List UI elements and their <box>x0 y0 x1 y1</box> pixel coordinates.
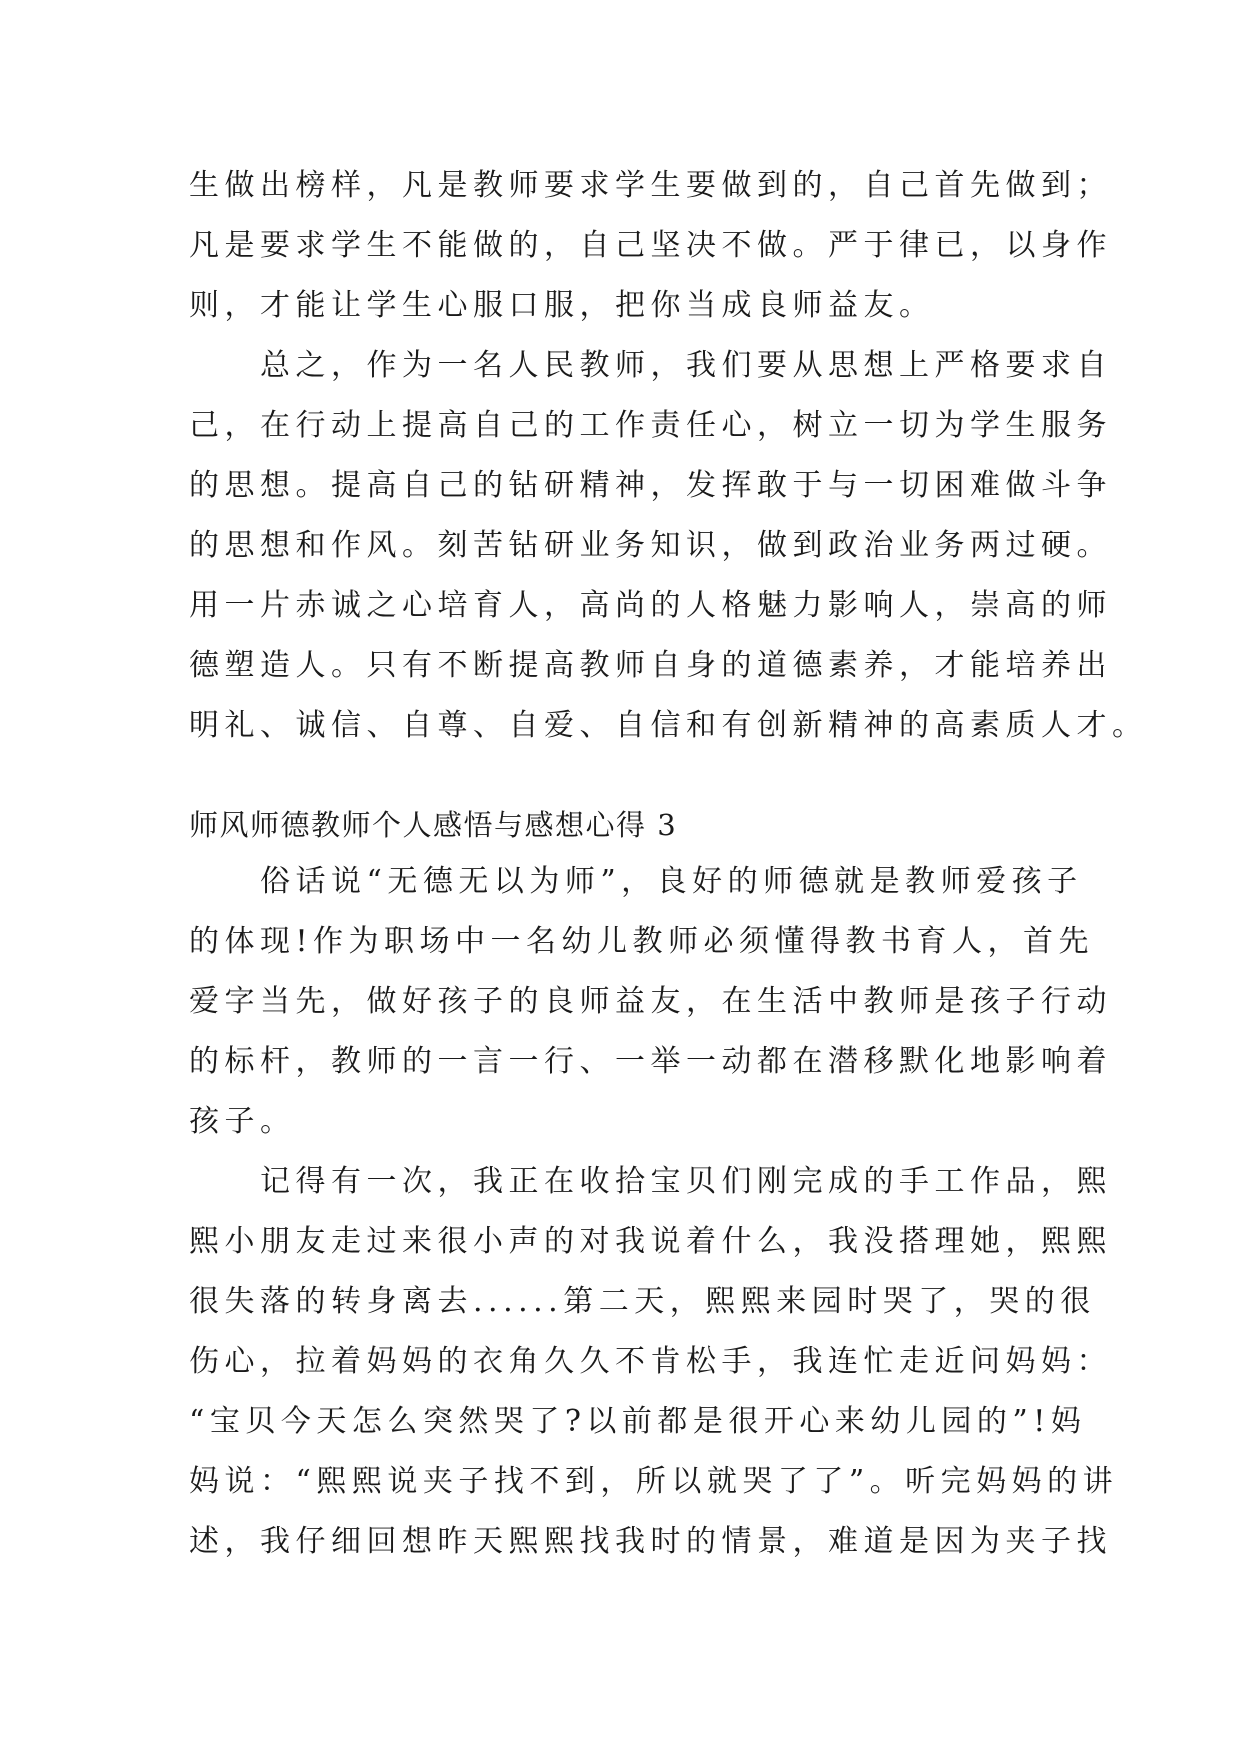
text-line: 凡是要求学生不能做的，自己坚决不做。严于律已，以身作 <box>189 228 1112 263</box>
text-line: 孩子。 <box>189 1104 296 1139</box>
text-line: 爱字当先，做好孩子的良师益友，在生活中教师是孩子行动 <box>189 984 1112 1019</box>
text-line: “宝贝今天怎么突然哭了?以前都是很开心来幼儿园的”!妈 <box>189 1404 1087 1439</box>
text-line: 妈说：“熙熙说夹子找不到，所以就哭了了”。听完妈妈的讲 <box>189 1464 1119 1499</box>
text-line: 的标杆，教师的一言一行、一举一动都在潜移默化地影响着 <box>189 1044 1112 1079</box>
body-text-section-2 <box>189 852 1119 1572</box>
section-heading: 师风师德教师个人感悟与感想心得 3 <box>189 808 678 842</box>
text-line: 记得有一次，我正在收拾宝贝们刚完成的手工作品，熙 <box>189 1164 1112 1199</box>
text-line: 德塑造人。只有不断提高教师自身的道德素养，才能培养出 <box>189 648 1112 683</box>
body-text-section-1 <box>189 156 1148 756</box>
text-line: 总之，作为一名人民教师，我们要从思想上严格要求自 <box>189 348 1112 383</box>
text-line: 熙小朋友走过来很小声的对我说着什么，我没搭理她，熙熙 <box>189 1224 1112 1259</box>
text-line: 伤心，拉着妈妈的衣角久久不肯松手，我连忙走近问妈妈： <box>189 1344 1112 1379</box>
text-line: 用一片赤诚之心培育人，高尚的人格魅力影响人，崇高的师 <box>189 588 1112 623</box>
text-line: 述，我仔细回想昨天熙熙找我时的情景，难道是因为夹子找 <box>189 1524 1112 1559</box>
text-line: 生做出榜样，凡是教师要求学生要做到的，自己首先做到； <box>189 168 1112 203</box>
text-line: 俗话说“无德无以为师”，良好的师德就是教师爱孩子 <box>189 864 1083 899</box>
text-line: 己，在行动上提高自己的工作责任心，树立一切为学生服务 <box>189 408 1112 443</box>
text-line: 明礼、诚信、自尊、自爱、自信和有创新精神的高素质人才。 <box>189 708 1148 743</box>
text-line: 的思想。提高自己的钻研精神，发挥敢于与一切困难做斗争 <box>189 468 1112 503</box>
text-line: 的体现!作为职场中一名幼儿教师必须懂得教书育人，首先 <box>189 924 1095 959</box>
text-line: 的思想和作风。刻苦钻研业务知识，做到政治业务两过硬。 <box>189 528 1112 563</box>
text-line: 则，才能让学生心服口服，把你当成良师益友。 <box>189 288 935 323</box>
text-line: 很失落的转身离去......第二天，熙熙来园时哭了，哭的很 <box>189 1284 1096 1319</box>
